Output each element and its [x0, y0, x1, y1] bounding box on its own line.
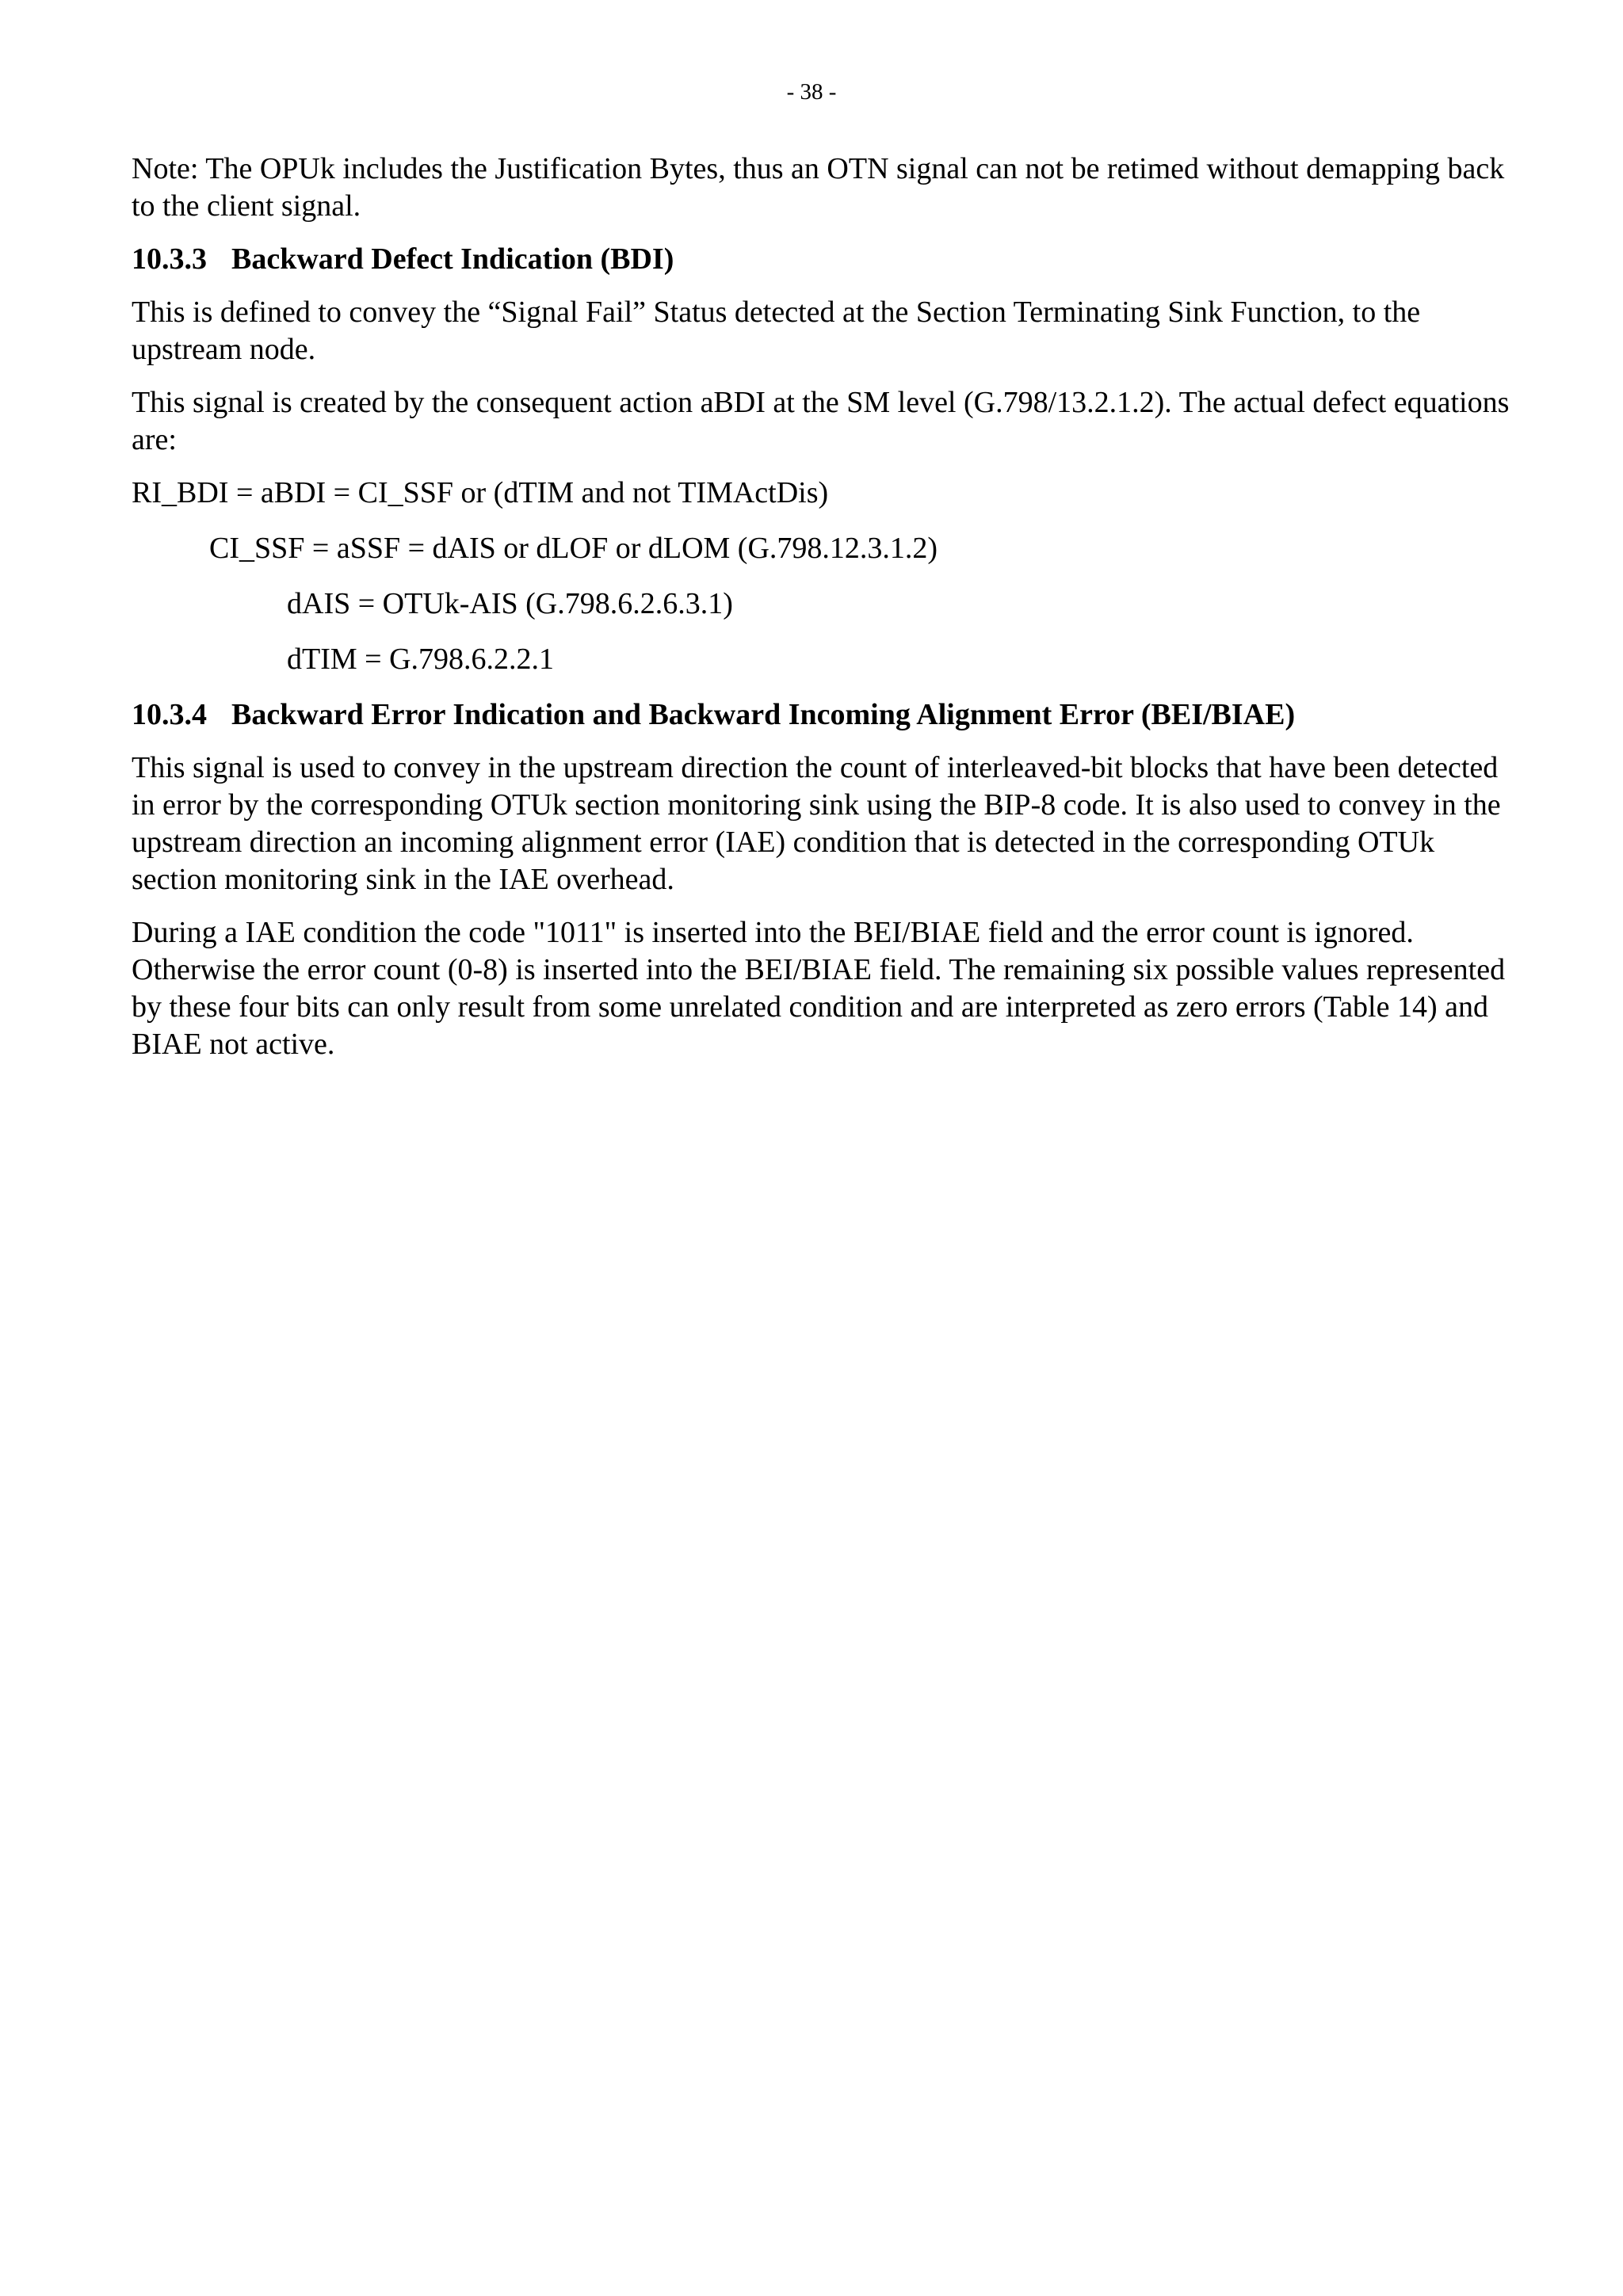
- page-number: - 38 -: [786, 79, 837, 105]
- note-paragraph: Note: The OPUk includes the Justification Bytes, thus an OTN signal can not be retimed without demapping back to the client signal.: [132, 152, 1505, 223]
- equation-dtim: dTIM = G.798.6.2.2.1: [287, 643, 555, 676]
- bei-paragraph-1: This signal is used to convey in the upstream direction the count of interleaved-bit blocks that have been detected in error by the corresponding OTUk section monitoring sink using the BIP-8 code. It is also used to convey in the upstream direction an incoming alignment error (IAE) condition that is detected in the corresponding OTUk section monitoring sink in the IAE overhead.: [132, 751, 1501, 896]
- section-title: Backward Defect Indication (BDI): [231, 242, 674, 276]
- section-number: 10.3.4: [132, 698, 207, 731]
- section-heading-bei: [132, 696, 1510, 734]
- section-title: Backward Error Indication and Backward Incoming Alignment Error (BEI/BIAE): [231, 698, 1296, 731]
- bdi-paragraph-1: This is defined to convey the “Signal Fail” Status detected at the Section Terminating Sink Function, to the upstream node.: [132, 296, 1421, 366]
- page-content: [132, 151, 1510, 1079]
- section-number: 10.3.3: [132, 242, 207, 276]
- equation-dais: dAIS = OTUk-AIS (G.798.6.2.6.3.1): [287, 587, 733, 620]
- section-heading-bdi: [132, 241, 1510, 278]
- equation-ci-ssf: CI_SSF = aSSF = dAIS or dLOF or dLOM (G.798.12.3.1.2): [209, 532, 938, 565]
- bei-paragraph-2: During a IAE condition the code "1011" is inserted into the BEI/BIAE field and the error count is ignored. Otherwise the error count (0-8) is inserted into the BEI/BIAE field. The remaining six possible values represented by these four bits can only result from some unrelated condition and are interpreted as zero errors (Table 14) and BIAE not active.: [132, 916, 1506, 1061]
- bdi-paragraph-2: This signal is created by the consequent action aBDI at the SM level (G.798/13.2.1.2). The actual defect equations are:: [132, 386, 1510, 456]
- equation-ri-bdi: RI_BDI = aBDI = CI_SSF or (dTIM and not TIMActDis): [132, 476, 829, 509]
